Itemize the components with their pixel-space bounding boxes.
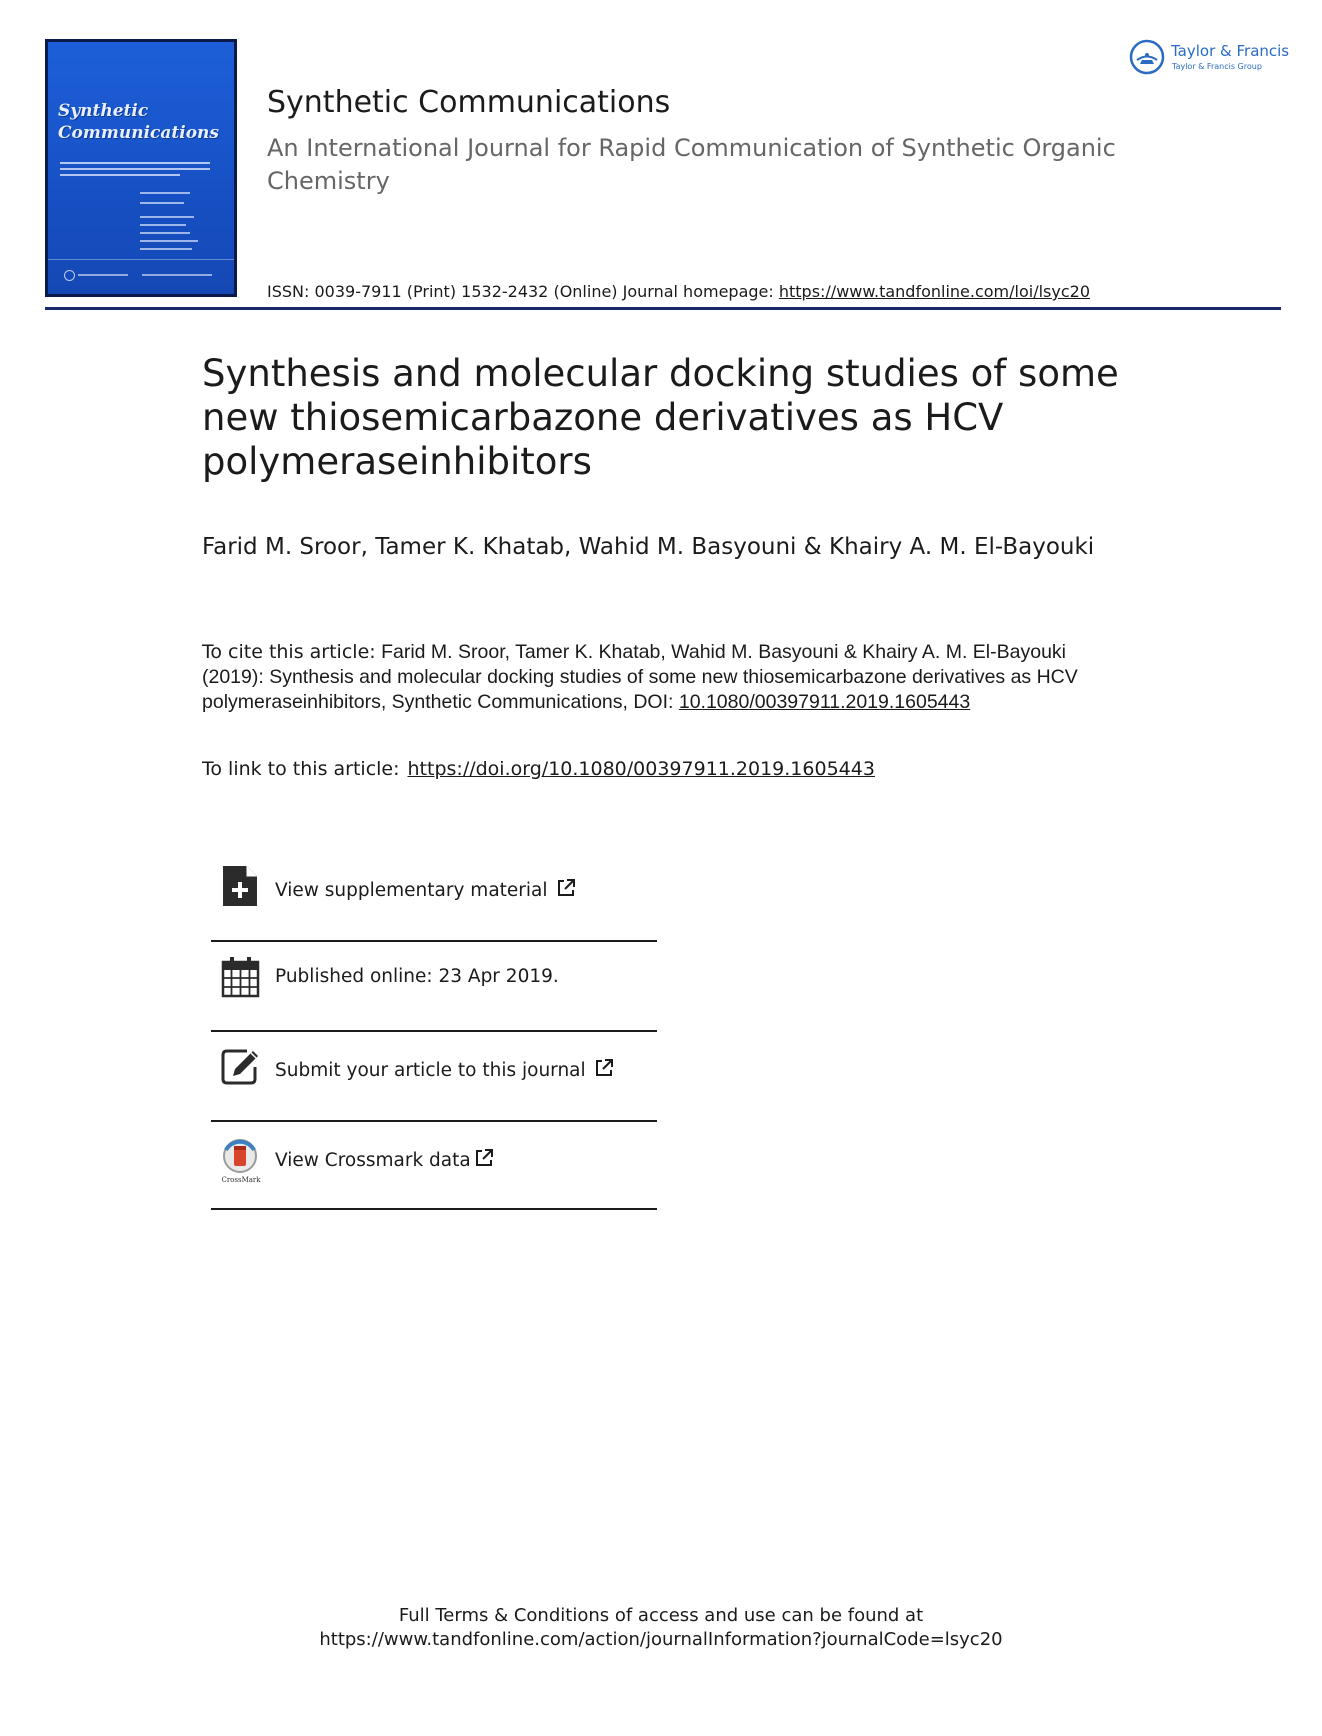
external-link-icon: [474, 1148, 494, 1168]
article-authors: Farid M. Sroor, Tamer K. Khatab, Wahid M. Basyouni & Khairy A. M. El-Bayouki: [202, 534, 1095, 560]
add-document-icon: [221, 864, 261, 908]
publisher-name: Taylor & Francis: [1171, 42, 1290, 60]
cite-label: To cite this article:: [202, 641, 376, 663]
header-divider: [45, 307, 1281, 310]
action-divider: [211, 1208, 657, 1210]
footer-terms-link[interactable]: https://www.tandfonline.com/action/journalInformation?journalCode=lsyc20: [319, 1629, 1003, 1650]
view-crossmark-link[interactable]: [211, 1132, 657, 1188]
journal-cover-image: [45, 39, 237, 297]
edit-icon: [221, 1045, 261, 1089]
view-supplementary-material-link[interactable]: [211, 862, 657, 912]
footer-terms-text: Full Terms & Conditions of access and use can be found at: [398, 1605, 924, 1626]
crossmark-caption: CrossMark: [221, 1176, 261, 1184]
external-link-icon: [556, 878, 576, 898]
published-online-item: [211, 952, 657, 1002]
action-divider: [211, 1120, 657, 1122]
action-divider: [211, 1030, 657, 1032]
journal-homepage-link[interactable]: https://www.tandfonline.com/loi/lsyc20: [778, 282, 1091, 301]
action-label: Submit your article to this journal: [275, 1060, 586, 1081]
crossmark-icon: [220, 1138, 264, 1176]
link-label: To link to this article:: [202, 758, 400, 780]
action-label: View supplementary material: [275, 880, 548, 901]
citation-block: [202, 640, 1102, 715]
cover-title-line2: Communications: [58, 123, 219, 143]
cite-text: Farid M. Sroor, Tamer K. Khatab, Wahid M. Basyouni & Khairy A. M. El-Bayouki (2019): Synthesis and molecular docking studies of some new thiosemicarbazone derivatives as HCV polymeraseinhibitors, Synthetic Communications, DOI:: [202, 641, 1078, 713]
cover-title: [58, 100, 219, 144]
submit-article-link[interactable]: [211, 1042, 657, 1092]
published-online-text: Published online: 23 Apr 2019.: [275, 966, 559, 987]
action-label: View Crossmark data: [275, 1150, 471, 1171]
journal-title: Synthetic Communications: [267, 85, 671, 120]
action-divider: [211, 940, 657, 942]
external-link-icon: [594, 1058, 614, 1078]
issn-text: ISSN: 0039-7911 (Print) 1532-2432 (Online) Journal homepage:: [267, 282, 779, 301]
article-title: Synthesis and molecular docking studies of some new thiosemicarbazone derivatives as HCV polymeraseinhibitors: [202, 352, 1119, 483]
article-doi-link[interactable]: https://doi.org/10.1080/00397911.2019.1605443: [407, 758, 875, 780]
cover-title-line1: Synthetic: [58, 101, 149, 121]
article-link-row: [202, 758, 875, 780]
journal-subtitle: An International Journal for Rapid Communication of Synthetic Organic Chemistry: [267, 134, 1116, 195]
publisher-group: Taylor & Francis Group: [1172, 62, 1262, 71]
taylor-francis-logo-icon: [1128, 38, 1166, 76]
issn-line: [267, 282, 1090, 301]
calendar-icon: [221, 956, 261, 1000]
cite-doi-link[interactable]: 10.1080/00397911.2019.1605443: [678, 691, 971, 713]
crossmark-badge: [220, 1138, 264, 1186]
